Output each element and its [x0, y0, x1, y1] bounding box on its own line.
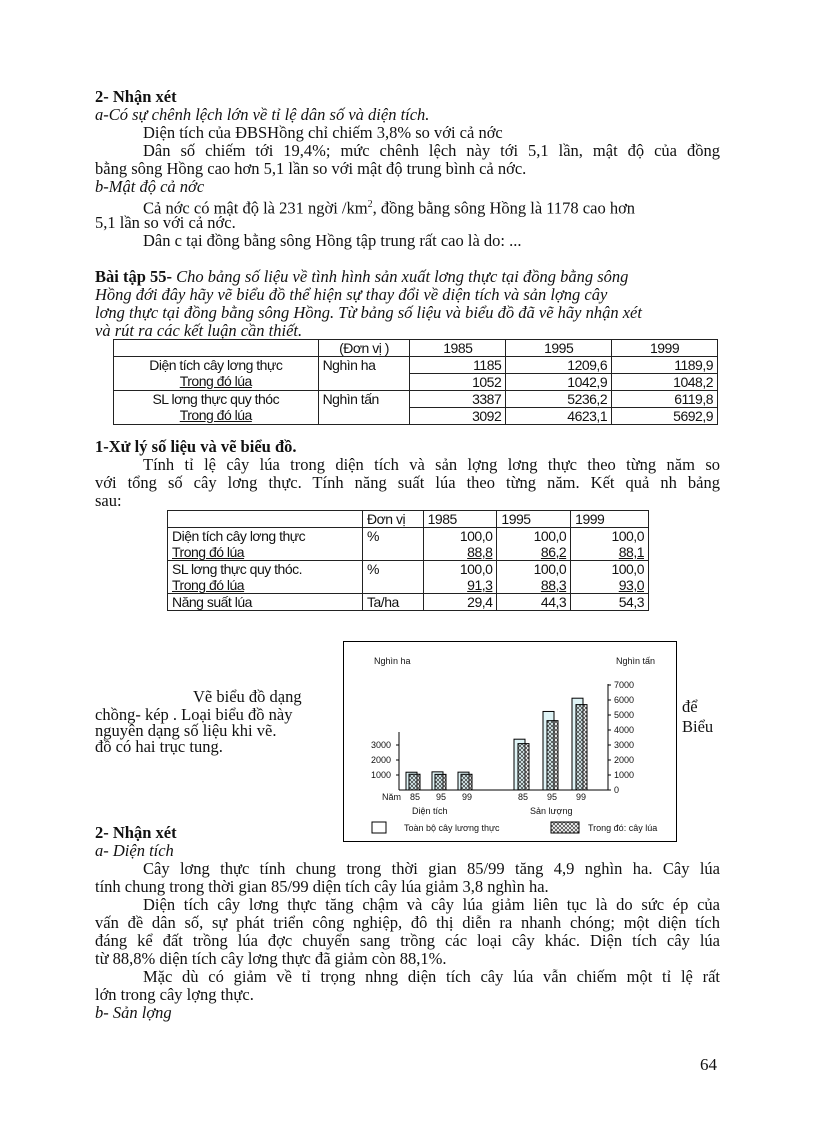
table-cell [571, 528, 649, 561]
exercise-text: Cho bảng số liệu về tình hình sản xuất lơng thực tại đồng bằng sông [172, 267, 629, 286]
text-span: Cả nớc có mật độ là 231 ngời /km [143, 198, 368, 218]
x-tick-label: 99 [462, 792, 473, 802]
cell-value: 100,0 [611, 528, 644, 544]
paragraph-line: bằng sông Hồng cao hơn 5,1 lần so với mật độ trung bình cả nớc. [95, 159, 527, 178]
bar-area-rice [409, 774, 420, 790]
superscript: 2 [367, 199, 373, 210]
section-heading-1: 2- Nhận xét [95, 87, 177, 106]
table-cell: 1042,9 [506, 374, 612, 391]
table-header-unit: Đơn vị [363, 511, 424, 528]
table-cell [423, 528, 497, 561]
table-cell [168, 511, 363, 528]
paragraph-line: Dân số chiếm tới 19,4%; mức chênh lệch này tới 5,1 lần, mật độ của đồng [143, 142, 720, 160]
paragraph-line: Vẽ biểu đồ dạng [193, 687, 302, 706]
table-cell: 1209,6 [506, 357, 612, 374]
paragraph-line: vấn đề dân số, sự phát triển công nghiệp, đô thị diễn ra nhanh chóng; một diện tích [95, 914, 720, 932]
cell-subvalue: 93,0 [618, 577, 644, 593]
group-label-output: Sản lượng [530, 806, 573, 816]
cell-subvalue: 88,3 [540, 577, 567, 593]
exercise-line [95, 268, 720, 286]
group-label-area: Diện tích [412, 806, 448, 816]
table-header-year: 1999 [571, 511, 649, 528]
subheading-a: a- Diện tích [95, 841, 174, 860]
paragraph-line: nguyên dạng số liệu khi vẽ. [95, 721, 277, 740]
table-cell [114, 340, 319, 357]
cell-value: 100,0 [459, 561, 493, 577]
table-cell: 1189,9 [612, 357, 718, 374]
chart-svg [344, 642, 676, 841]
section-heading-2: 1-Xử lý số liệu và vẽ biểu đồ. [95, 437, 297, 456]
cell-subvalue: 88,1 [618, 544, 644, 560]
table-cell: 6119,8 [612, 391, 718, 408]
cell-subvalue: 88,8 [467, 544, 493, 560]
cell-subvalue: 86,2 [540, 544, 567, 560]
right-tick-label: 0 [614, 785, 620, 795]
table-cell: 1052 [410, 374, 506, 391]
x-labels [410, 792, 586, 802]
left-ticks [371, 740, 399, 780]
subheading-b: b- Sản lợng [95, 1003, 172, 1022]
bar-chart [343, 641, 677, 842]
table-cell [497, 528, 571, 561]
table-header-unit: (Đơn vị ) [318, 340, 410, 357]
cell-subvalue: 91,3 [467, 577, 493, 593]
table-row [168, 594, 649, 611]
subheading-a: a-Có sự chênh lệch lớn về tỉ lệ dân số và diện tích. [95, 105, 430, 124]
left-tick-label: 1000 [371, 770, 392, 780]
paragraph-line: Tính tỉ lệ cây lúa trong diện tích và sản lợng lơng thực theo từng năm so [143, 456, 720, 474]
paragraph-line: tính chung trong thời gian 85/99 diện tích cây lúa giảm 3,8 nghìn ha. [95, 877, 549, 896]
table-header-year: 1995 [497, 511, 571, 528]
table-cell: 3092 [410, 408, 506, 425]
paragraph-line: Cây lơng thực tính chung trong thời gian 85/99 tăng 4,9 nghìn ha. Cây lúa [143, 860, 720, 878]
row-sublabel: Trong đó lúa [179, 407, 252, 423]
table-row [114, 357, 718, 374]
table-row [114, 391, 718, 408]
row-label: SL lơng thực quy thóc. [172, 561, 302, 577]
x-tick-label: 85 [518, 792, 529, 802]
x-tick-label: 95 [436, 792, 447, 802]
x-prefix: Năm [382, 792, 402, 802]
right-tick-label: 6000 [614, 695, 635, 705]
table-row-label [114, 357, 319, 391]
right-tick-label: 5000 [614, 710, 635, 720]
table-cell: 54,3 [571, 594, 649, 611]
paragraph-line: với tổng số cây lơng thực. Tính năng suất lúa theo từng năm. Kết quả nh bảng [95, 474, 720, 492]
table-header-year: 1985 [410, 340, 506, 357]
paragraph-line: Diện tích của ĐBSHồng chỉ chiếm 3,8% so với cả nớc [143, 123, 503, 142]
cell-value: 100,0 [459, 528, 493, 544]
table-cell [571, 561, 649, 594]
subheading-b: b-Mật độ cả nớc [95, 177, 205, 196]
table-row-label [168, 561, 363, 594]
left-axis-label: Nghìn ha [374, 656, 411, 666]
x-tick-label: 99 [576, 792, 587, 802]
paragraph-line: Biểu [682, 717, 714, 736]
right-axis-label: Nghìn tấn [616, 656, 656, 666]
paragraph-line: chồng- kép . Loại biểu đồ này [95, 705, 293, 724]
table-row-label: Năng suất lúa [168, 594, 363, 611]
row-label: Diện tích cây lơng thực [172, 528, 306, 544]
paragraph-line: đồ có hai trục tung. [95, 737, 223, 756]
cell-value: 100,0 [533, 561, 567, 577]
table-header-year: 1999 [612, 340, 718, 357]
table-unit: Nghìn tấn [318, 391, 410, 425]
table-cell [423, 561, 497, 594]
table-cell: 4623,1 [506, 408, 612, 425]
table-cell [497, 561, 571, 594]
paragraph-line: sau: [95, 491, 122, 510]
table-row [168, 511, 649, 528]
paragraph-line: Dân c tại đồng bằng sông Hồng tập trung rất cao là do: ... [143, 231, 522, 250]
right-tick-label: 2000 [614, 755, 635, 765]
section-heading-3: 2- Nhận xét [95, 823, 177, 842]
row-label: Diện tích cây lơng thực [149, 357, 283, 373]
row-sublabel: Trong đó lúa [179, 373, 252, 389]
exercise-line: lơng thực tại đồng bằng sông Hồng. Từ bảng số liệu và biểu đồ đã vẽ hãy nhận xét [95, 303, 642, 322]
legend-label-total: Toàn bộ cây lương thực [404, 823, 500, 833]
right-tick-label: 3000 [614, 740, 635, 750]
cell-value: 100,0 [533, 528, 567, 544]
table-cell: 5236,2 [506, 391, 612, 408]
row-sublabel: Trong đó lúa [172, 544, 245, 560]
table-cell: 44,3 [497, 594, 571, 611]
bar-output-rice [518, 744, 529, 790]
row-label: SL lơng thực quy thóc [152, 391, 280, 407]
table-cell: 29,4 [423, 594, 497, 611]
legend-label-rice: Trong đó: cây lúa [588, 823, 658, 833]
right-ticks [608, 680, 634, 795]
table-row [114, 340, 718, 357]
paragraph-line: 5,1 lần so với cả nớc. [95, 213, 236, 232]
bar-output-rice [576, 705, 587, 790]
production-table [113, 339, 718, 425]
bars [406, 698, 587, 790]
exercise-label: Bài tập 55- [95, 267, 173, 286]
paragraph-line: đáng kể đất trồng lúa đợc chuyển sang trồng các loại cây khác. Diện tích cây lúa [95, 932, 720, 950]
table-header-year: 1985 [423, 511, 497, 528]
paragraph-line: lớn trong cây lợng thực. [95, 985, 254, 1004]
table-unit: % [363, 528, 424, 561]
cell-value: 100,0 [611, 561, 644, 577]
table-cell: 1185 [410, 357, 506, 374]
right-tick-label: 1000 [614, 770, 635, 780]
row-sublabel: Trong đó lúa [172, 577, 245, 593]
table-unit: % [363, 561, 424, 594]
table-cell: 5692,9 [612, 408, 718, 425]
table-unit: Ta/ha [363, 594, 424, 611]
table-row-label [168, 528, 363, 561]
exercise-line: Hồng đới đây hãy vẽ biểu đồ thể hiện sự thay đổi về diện tích và sản lợng cây [95, 285, 608, 304]
paragraph-line: Mặc dù có giảm về tỉ trọng nhng diện tích cây lúa vẫn chiếm một tỉ lệ rất [143, 968, 720, 986]
left-tick-label: 2000 [371, 755, 392, 765]
table-cell: 3387 [410, 391, 506, 408]
bar-output-rice [547, 721, 558, 790]
paragraph-line: Diện tích cây lơng thực tăng chậm và cây lúa giảm liên tục là do sức ép của [143, 896, 720, 914]
left-tick-label: 3000 [371, 740, 392, 750]
table-cell: 1048,2 [612, 374, 718, 391]
right-tick-label: 7000 [614, 680, 635, 690]
page-number: 64 [700, 1055, 717, 1074]
paragraph-line: từ 88,8% diện tích cây lơng thực đã giảm còn 88,1%. [95, 949, 447, 968]
exercise-line: và rút ra các kết luận cần thiết. [95, 321, 303, 340]
x-tick-label: 85 [410, 792, 421, 802]
right-tick-label: 4000 [614, 725, 635, 735]
x-tick-label: 95 [547, 792, 558, 802]
table-row-label [114, 391, 319, 425]
paragraph-line: để [682, 697, 698, 716]
ratio-table [167, 510, 649, 611]
bar-area-rice [461, 774, 472, 790]
table-unit: Nghìn ha [318, 357, 410, 391]
text-span: , đồng bằng sông Hồng là 1178 cao hơn [372, 198, 636, 218]
table-header-year: 1995 [506, 340, 612, 357]
bar-area-rice [435, 774, 446, 790]
